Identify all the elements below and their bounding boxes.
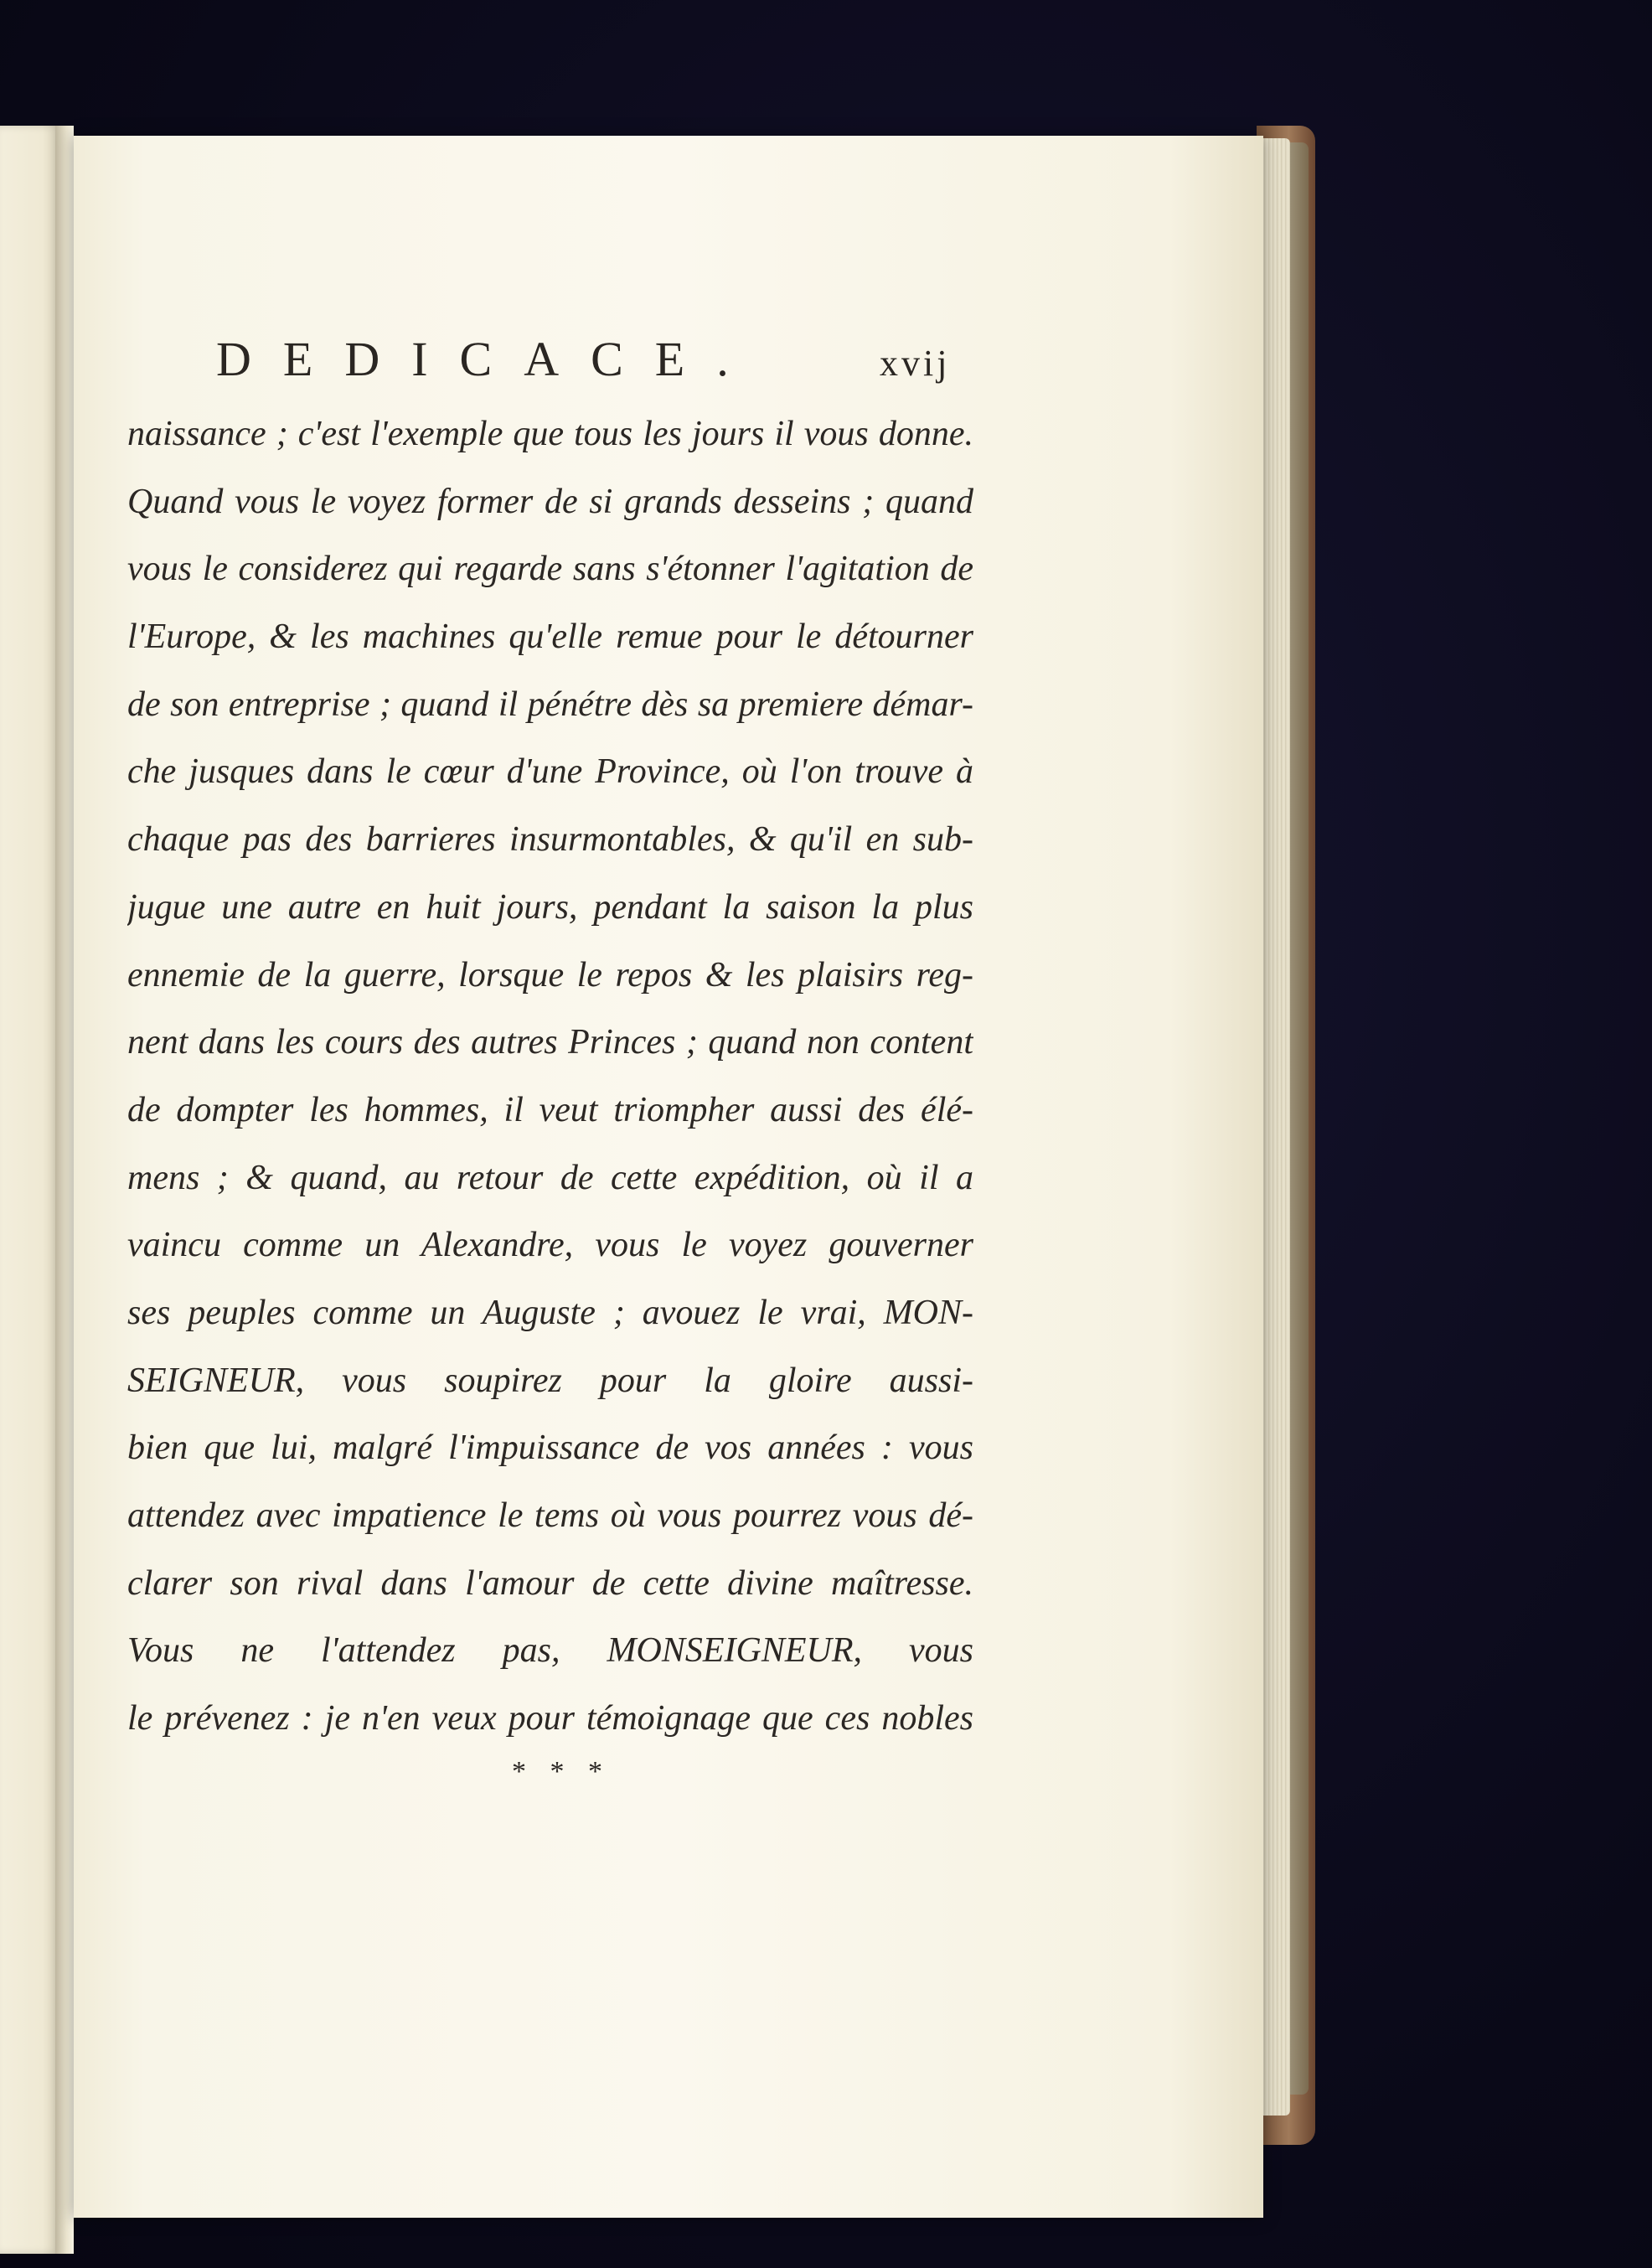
text-line: jugue une autre en huit jours, pendant la saison la plus [127,887,973,927]
book-gutter [55,126,74,2254]
text-line: vaincu comme un Alexandre, vous le voyez gouverner [127,1226,973,1265]
text-line: ennemie de la guerre, lorsque le repos & les plaisirs reg- [127,955,973,995]
running-head: DEDICACE. [216,332,761,386]
text-line: Quand vous le voyez former de si grands desseins ; quand [127,482,973,521]
text-line: SEIGNEUR, vous soupirez pour la gloire aussi- [127,1361,973,1400]
text-line: de dompter les hommes, il veut triompher aussi des élé- [127,1090,973,1129]
facing-page-edge [0,126,60,2254]
text-line: naissance ; c'est l'exemple que tous les jours il vous donne. [127,415,973,453]
text-line: clarer son rival dans l'amour de cette divine maîtresse. [127,1563,973,1603]
text-line: nent dans les cours des autres Princes ; quand non content [127,1023,973,1062]
text-line: chaque pas des barrieres insurmontables, & qu'il en sub- [127,820,973,860]
text-line: de son entreprise ; quand il pénétre dès sa premiere démar- [127,685,973,724]
dedication-text [127,400,973,1753]
text-line: ses peuples comme un Auguste ; avouez le vrai, MON- [127,1293,973,1332]
text-line: Vous ne l'attendez pas, MONSEIGNEUR, vous [127,1631,973,1671]
text-line: attendez avec impatience le tems où vous pourrez vous dé- [127,1496,973,1535]
page-number: xvij [880,343,951,384]
text-line: vous le considerez qui regarde sans s'étonner l'agitation de [127,550,973,589]
text-line: le prévenez : je n'en veux pour témoignage que ces nobles [127,1699,973,1738]
text-line: mens ; & quand, au retour de cette expédition, où il a [127,1158,973,1197]
text-line: bien que lui, malgré l'impuissance de vos années : vous [127,1428,973,1468]
text-line: l'Europe, & les machines qu'elle remue pour le détourner [127,617,973,657]
signature-mark: * * * [512,1756,611,1787]
text-line: che jusques dans le cœur d'une Province, où l'on trouve à [127,752,973,792]
page-stack-shadow [1290,142,1309,2095]
